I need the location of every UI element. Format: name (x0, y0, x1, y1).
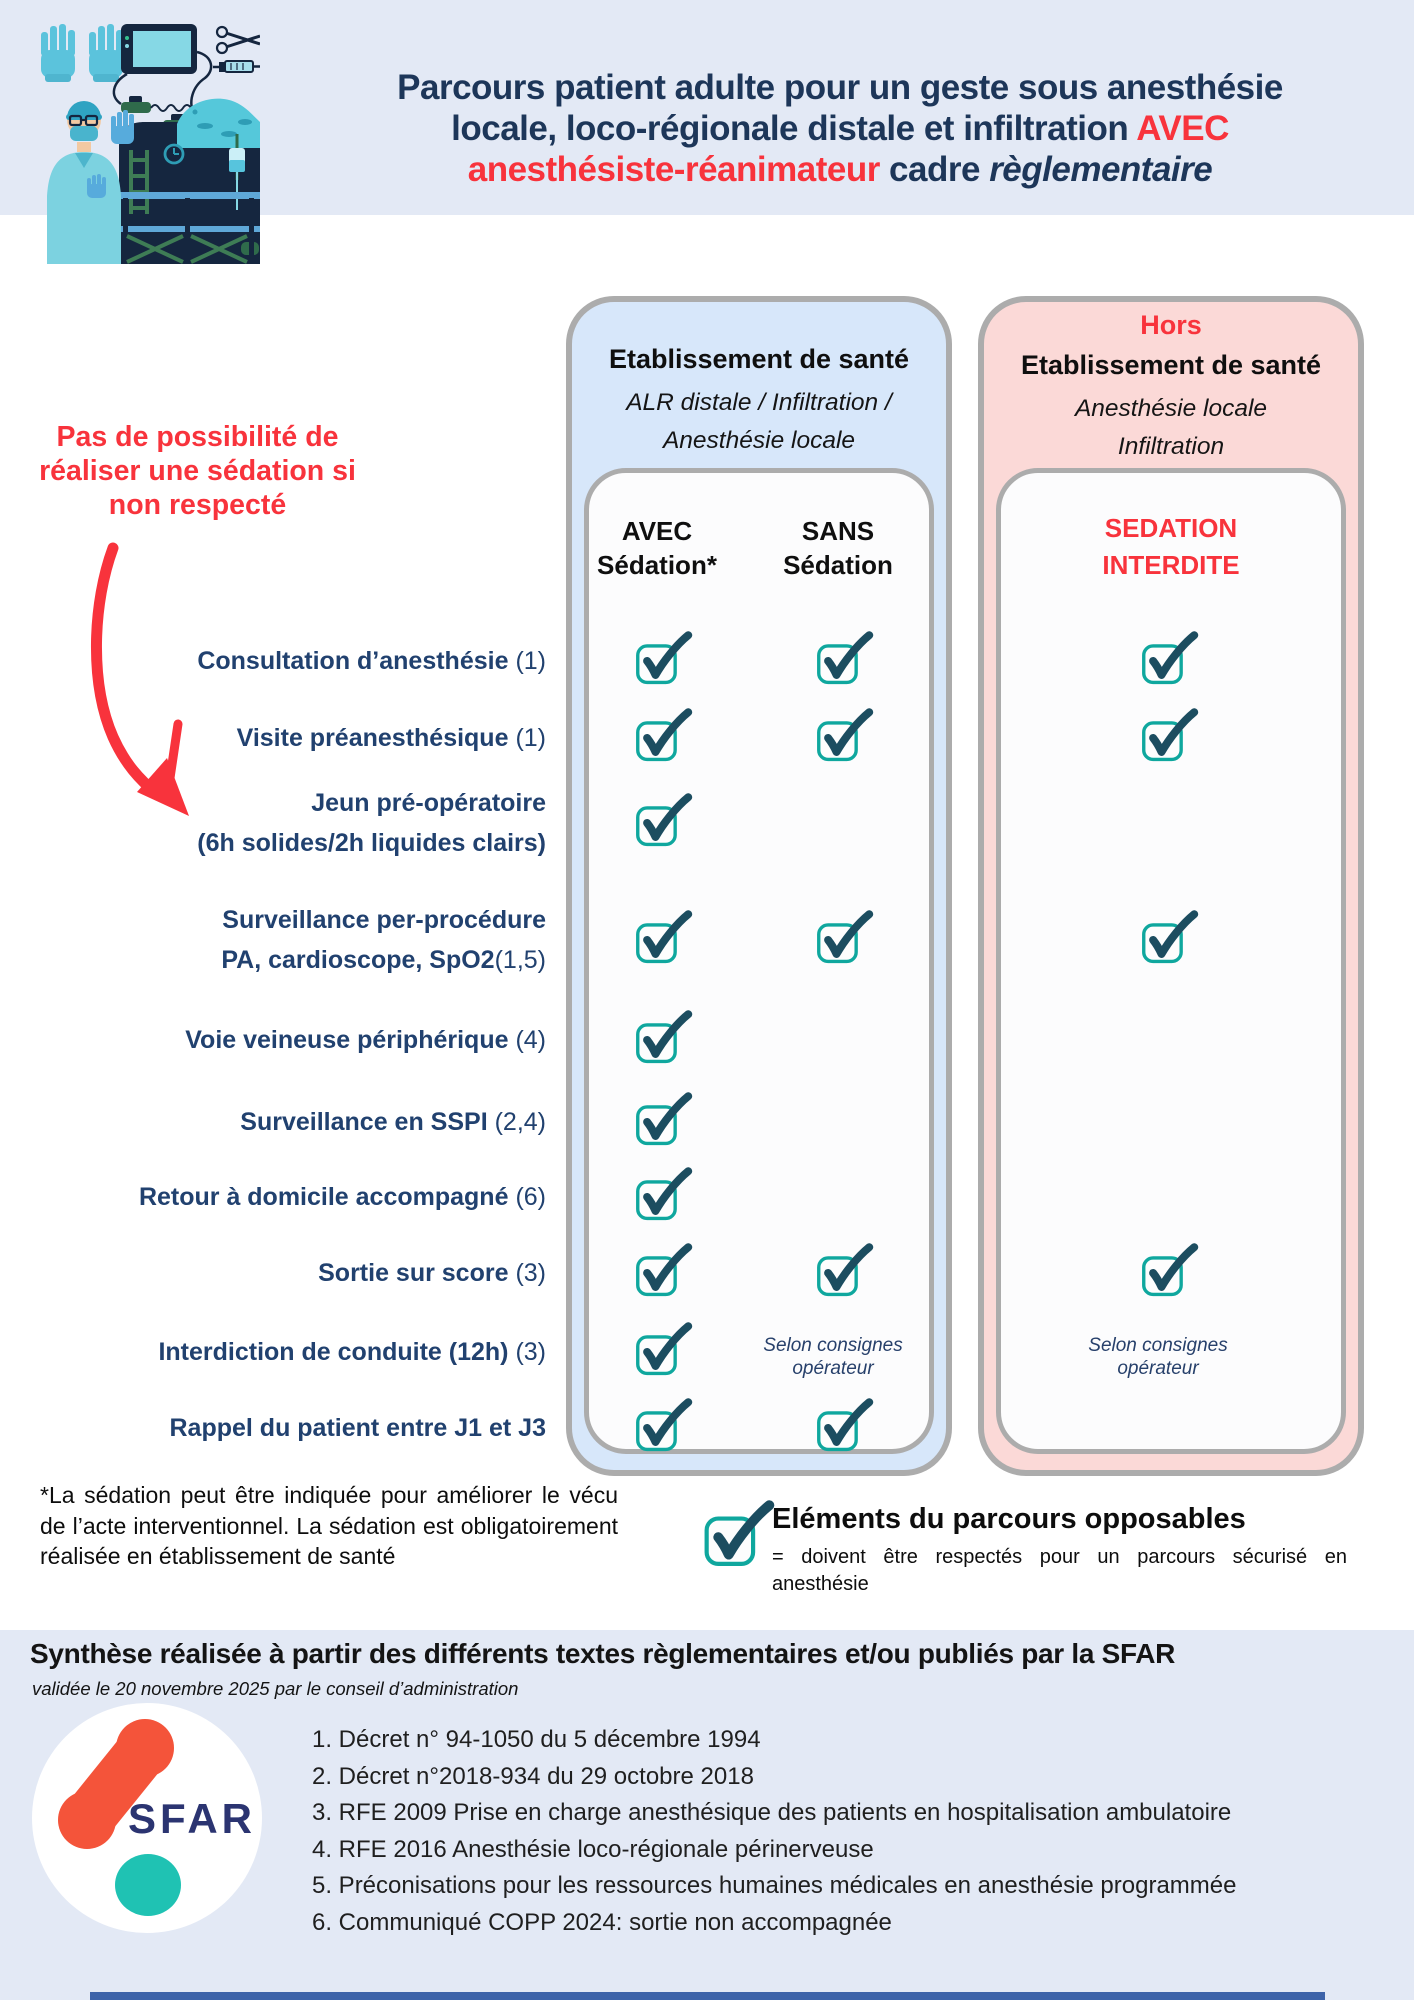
checkbox-check-icon (634, 910, 692, 964)
sfar-logo (32, 1703, 262, 1933)
checkbox-check-icon (634, 1167, 692, 1221)
check-cell-avec (634, 910, 692, 969)
reference-item: 5. Préconisations pour les ressources humaines médicales en anesthésie programmée (312, 1872, 1237, 1899)
checkbox-check-icon (634, 1092, 692, 1146)
check-cell-avec (634, 1243, 692, 1302)
footer-strip (90, 1992, 1325, 2000)
reference-item: 3. RFE 2009 Prise en charge anesthésique des patients en hospitalisation ambulatoire (312, 1799, 1232, 1826)
title-line: Parcours patient adulte pour un geste sous anesthésie (397, 68, 1283, 107)
checkbox-check-icon (815, 910, 873, 964)
row-label: Consultation d’anesthésie (1) (197, 647, 546, 675)
row-label: Jeun pré-opératoire (6h solides/2h liquides clairs) (197, 789, 546, 857)
checkbox-check-icon (815, 1398, 873, 1452)
check-cell-avec (634, 1010, 692, 1069)
checkbox-check-icon (1140, 910, 1198, 964)
checkbox-check-icon (634, 793, 692, 847)
check-cell-sans (815, 910, 873, 969)
check-cell-hors (1140, 631, 1198, 690)
etablissement-title: Etablissement de santé (608, 344, 910, 374)
row-label: Retour à domicile accompagné (6) (138, 1183, 546, 1211)
check-cell-avec (634, 793, 692, 852)
etablissement-subtitle: ALR distale / Infiltration / Anesthésie locale (626, 389, 892, 454)
check-cell-hors (1140, 708, 1198, 767)
col-sans-sedation-header: SANS Sédation (783, 516, 893, 580)
reference-item: 6. Communiqué COPP 2024: sortie non accompagnée (312, 1908, 892, 1936)
check-cell-sans (815, 631, 873, 690)
legend-title: Eléments du parcours opposables (772, 1503, 1246, 1535)
col-avec-sedation-header: AVEC Sédation* (597, 516, 717, 580)
page-title (280, 67, 1400, 190)
checkbox-check-icon (634, 1243, 692, 1297)
syringe-icon (213, 61, 260, 72)
checkbox-check-icon (634, 1010, 692, 1064)
check-cell-avec (634, 1322, 692, 1381)
reference-item: 2. Décret n°2018-934 du 29 octobre 2018 (312, 1762, 754, 1790)
warning-note: Pas de possibilité de réaliser une sédation si non respecté (39, 421, 356, 521)
footer-subheading: validée le 20 novembre 2025 par le conseil d’administration (32, 1678, 519, 1699)
checkbox-check-icon (1140, 708, 1198, 762)
checkbox-check-icon (815, 631, 873, 685)
checkbox-check-icon (1140, 631, 1198, 685)
hors-title-red: Hors (1140, 310, 1202, 340)
warning-arrow-icon (85, 542, 210, 820)
operating-room-scene (117, 99, 260, 264)
checkbox-check-icon (1140, 1243, 1198, 1297)
check-cell-avec (634, 631, 692, 690)
checkbox-check-icon (815, 708, 873, 762)
gloves-icon (41, 24, 123, 82)
title-line: locale, loco-régionale distale et infiltration AVEC (451, 109, 1229, 148)
logo-sfar-text: SFAR (128, 1795, 257, 1842)
row-label: Voie veineuse périphérique (4) (185, 1026, 546, 1054)
check-cell-avec (634, 1398, 692, 1457)
check-cell-avec (634, 708, 692, 767)
checkbox-check-icon (634, 708, 692, 762)
sedation-footnote: *La sédation peut être indiquée pour améliorer le vécu de l’acte interventionnel. La sédation est obligatoirement réalisée en établissement de santé (40, 1482, 618, 1569)
row-label: Interdiction de conduite (12h) (3) (158, 1338, 546, 1366)
check-cell-avec (634, 1092, 692, 1151)
row-label: Sortie sur score (3) (318, 1259, 546, 1287)
row-label: Rappel du patient entre J1 et J3 (169, 1414, 546, 1442)
checkbox-check-icon (815, 1243, 873, 1297)
sedation-interdite-header: SEDATION INTERDITE (1102, 513, 1240, 580)
check-cell-hors (1140, 1243, 1198, 1302)
hors-subtitle: Anesthésie locale Infiltration (1074, 395, 1268, 460)
operating-room-illustration (25, 14, 260, 264)
checkbox-check-icon (634, 1322, 692, 1376)
legend-checkbox (702, 1500, 774, 1572)
title-line: anesthésiste-réanimateur cadre règlementaire (467, 150, 1213, 189)
hors-title: Etablissement de santé (1020, 350, 1322, 380)
reference-item: 1. Décret n° 94-1050 du 5 décembre 1994 (312, 1726, 761, 1753)
row-label: Surveillance per-procédure PA, cardioscope, SpO2(1,5) (221, 906, 546, 974)
row-label: Surveillance en SSPI (2,4) (240, 1108, 546, 1136)
row-label: Visite préanesthésique (1) (236, 724, 546, 752)
checkbox-check-icon (634, 1398, 692, 1452)
footer-heading: Synthèse réalisée à partir des différents textes règlementaires et/ou publiés par la SFAR (30, 1638, 1176, 1669)
checkbox-check-icon (702, 1500, 774, 1567)
conditional-note-hors: Selon consignes opérateur (1088, 1335, 1228, 1379)
scissors-icon (217, 27, 260, 53)
reference-item: 4. RFE 2016 Anesthésie loco-régionale périnerveuse (312, 1835, 874, 1863)
conditional-note-sans: Selon consignes opérateur (763, 1335, 903, 1379)
check-cell-hors (1140, 910, 1198, 969)
references-list (312, 1722, 1402, 1941)
check-cell-sans (815, 1243, 873, 1302)
checkbox-check-icon (634, 631, 692, 685)
sfar-logo-teal-shape (115, 1854, 181, 1916)
check-cell-avec (634, 1167, 692, 1226)
check-cell-sans (815, 708, 873, 767)
check-cell-sans (815, 1398, 873, 1457)
legend-description: = doivent être respectés pour un parcours sécurisé en anesthésie (772, 1546, 1347, 1595)
